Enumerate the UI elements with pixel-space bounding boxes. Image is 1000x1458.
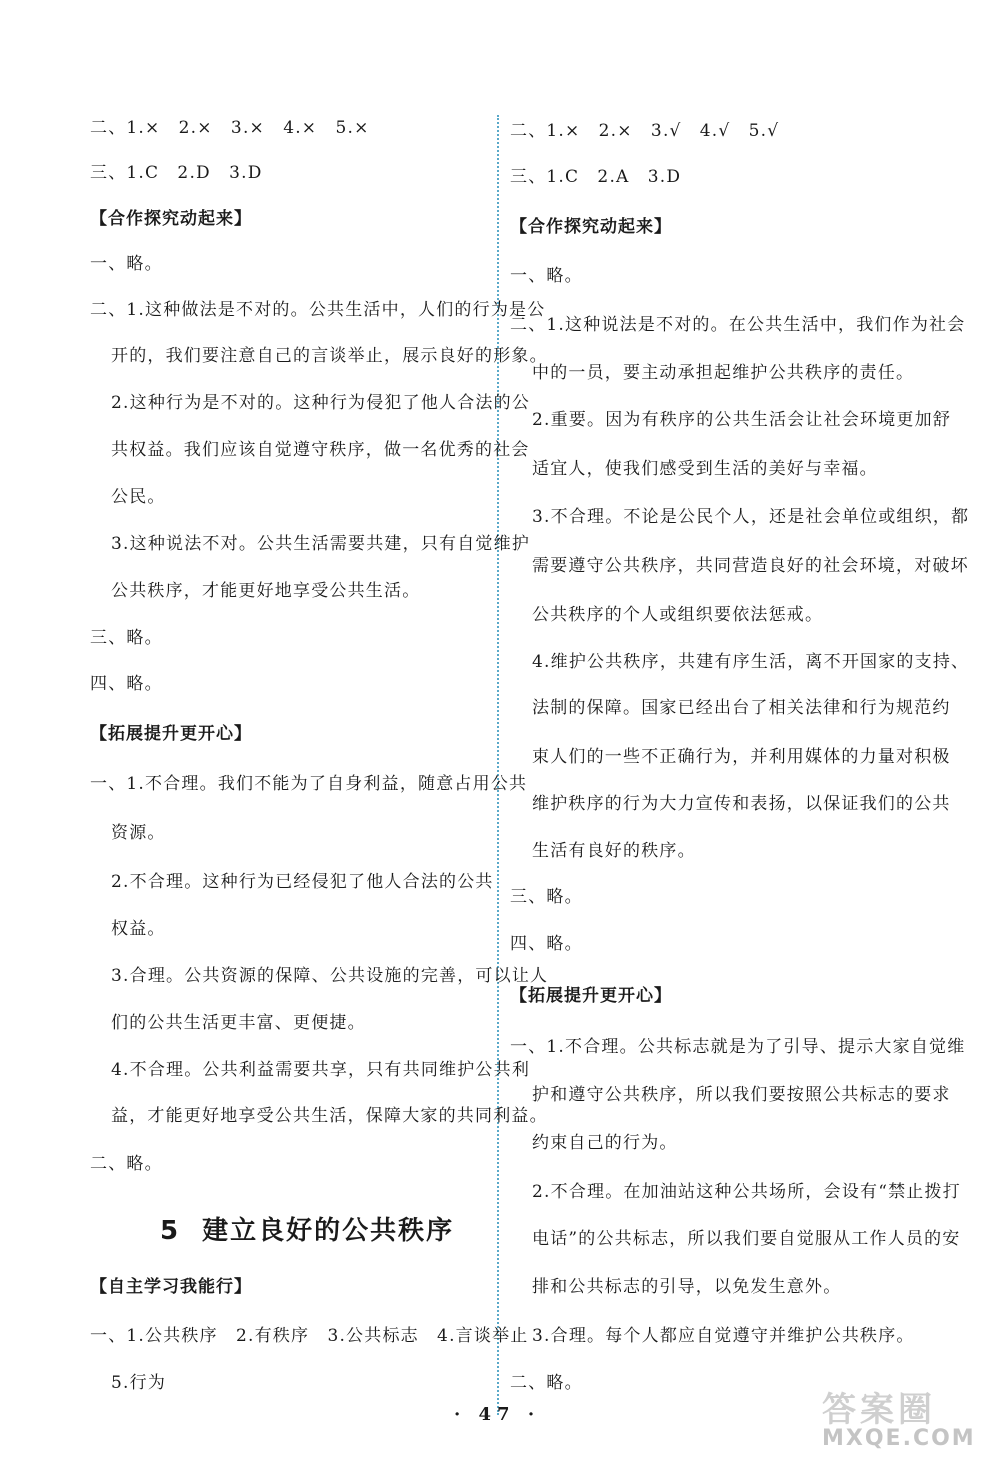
answer-line: 三、略。 — [510, 887, 583, 907]
answer-line: 公民。 — [111, 487, 166, 507]
chapter-number: 5 — [160, 1216, 181, 1246]
answer-line: 3.合理。每个人都应自觉遵守并维护公共秩序。 — [532, 1326, 915, 1346]
answer-line: 一、1.公共秩序 2.有秩序 3.公共标志 4.言谈举止 — [90, 1326, 529, 1346]
section-heading: 【合作探究动起来】 — [90, 209, 252, 229]
watermark-logo — [822, 1392, 987, 1452]
answer-line: 3.不合理。不论是公民个人，还是社会单位或组织，都 — [532, 507, 970, 527]
answer-line: 维护秩序的行为大力宣传和表扬，以保证我们的公共 — [532, 794, 951, 814]
answer-line: 护和遵守公共秩序，所以我们要按照公共标志的要求 — [532, 1085, 951, 1105]
answer-line: 一、1.不合理。我们不能为了自身利益，随意占用公共 — [90, 774, 528, 794]
answer-line: 5.行为 — [111, 1373, 167, 1393]
answer-line: 2.重要。因为有秩序的公共生活会让社会环境更加舒 — [532, 410, 952, 430]
answer-line: 开的，我们要注意自己的言谈举止，展示良好的形象。 — [111, 346, 548, 366]
answer-line: 2.不合理。在加油站这种公共场所，会设有“禁止拨打 — [532, 1182, 961, 1202]
answer-line: 一、略。 — [510, 266, 583, 286]
answer-line: 一、1.不合理。公共标志就是为了引导、提示大家自觉维 — [510, 1037, 966, 1057]
answer-line: 四、略。 — [90, 674, 163, 694]
answer-line: 共权益。我们应该自觉遵守秩序，做一名优秀的社会 — [111, 440, 530, 460]
answer-line: 三、1.C 2.D 3.D — [90, 163, 263, 183]
chapter-title — [160, 1210, 454, 1247]
answer-line: 约束自己的行为。 — [532, 1133, 678, 1153]
answer-line: 三、1.C 2.A 3.D — [510, 167, 682, 187]
answer-line: 二、1.这种做法是不对的。公共生活中，人们的行为是公 — [90, 300, 546, 320]
section-heading: 【拓展提升更开心】 — [510, 986, 672, 1006]
answer-line: 四、略。 — [510, 934, 583, 954]
answer-line: 益，才能更好地享受公共生活，保障大家的共同利益。 — [111, 1106, 548, 1126]
answer-line: 们的公共生活更丰富、更便捷。 — [111, 1013, 366, 1033]
answer-line: 2.不合理。这种行为已经侵犯了他人合法的公共 — [111, 872, 494, 892]
answer-line: 电话”的公共标志，所以我们要自觉服从工作人员的安 — [532, 1229, 961, 1249]
answer-line: 4.不合理。公共利益需要共享，只有共同维护公共利 — [111, 1060, 531, 1080]
chapter-name: 建立良好的公共秩序 — [202, 1216, 455, 1246]
answer-line: 2.这种行为是不对的。这种行为侵犯了他人合法的公 — [111, 393, 531, 413]
answer-line: 生活有良好的秩序。 — [532, 841, 696, 861]
section-heading: 【自主学习我能行】 — [90, 1277, 252, 1297]
answer-line: 需要遵守公共秩序，共同营造良好的社会环境，对破坏 — [532, 556, 969, 576]
watermark-bottom: MXQE.COM — [822, 1426, 976, 1451]
answer-line: 公共秩序的个人或组织要依法惩戒。 — [532, 605, 824, 625]
section-heading: 【拓展提升更开心】 — [90, 724, 252, 744]
answer-line: 排和公共标志的引导，以免发生意外。 — [532, 1277, 842, 1297]
section-heading: 【合作探究动起来】 — [510, 217, 672, 237]
answer-line: 法制的保障。国家已经出台了相关法律和行为规范约 — [532, 698, 951, 718]
answer-line: 4.维护公共秩序，共建有序生活，离不开国家的支持、 — [532, 652, 970, 672]
answer-line: 公共秩序，才能更好地享受公共生活。 — [111, 581, 421, 601]
answer-line: 3.这种说法不对。公共生活需要共建，只有自觉维护 — [111, 534, 531, 554]
answer-line: 三、略。 — [90, 628, 163, 648]
answer-line: 资源。 — [111, 823, 166, 843]
answer-line: 权益。 — [111, 919, 166, 939]
page-number: · 47 · — [454, 1404, 541, 1425]
answer-line: 二、略。 — [510, 1373, 583, 1393]
answer-line: 3.合理。公共资源的保障、公共设施的完善，可以让人 — [111, 966, 549, 986]
answer-line: 二、1.这种说法是不对的。在公共生活中，我们作为社会 — [510, 315, 966, 335]
answer-line: 二、略。 — [90, 1154, 163, 1174]
watermark-top: 答案圈 — [822, 1390, 936, 1430]
answer-line: 二、1.× 2.× 3.× 4.× 5.× — [90, 118, 370, 138]
answer-line: 一、略。 — [90, 254, 163, 274]
answer-line: 束人们的一些不正确行为，并利用媒体的力量对积极 — [532, 747, 951, 767]
answer-line: 适宜人，使我们感受到生活的美好与幸福。 — [532, 459, 878, 479]
answer-line: 中的一员，要主动承担起维护公共秩序的责任。 — [532, 363, 915, 383]
answer-line: 二、1.× 2.× 3.√ 4.√ 5.√ — [510, 121, 780, 141]
